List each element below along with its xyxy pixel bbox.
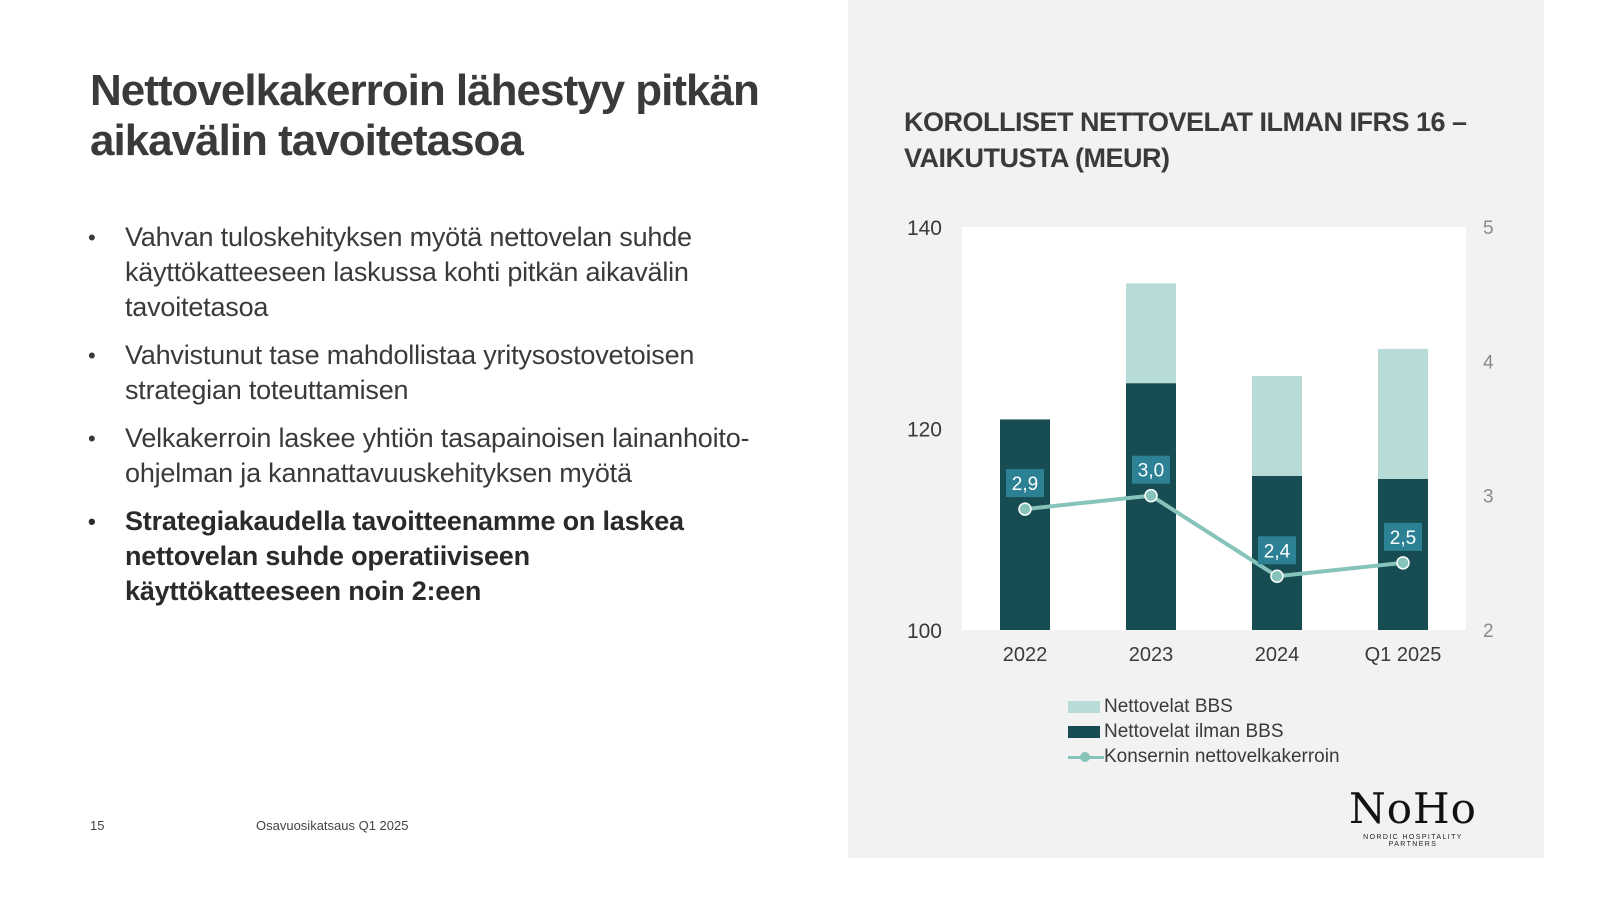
y2-tick-label: 3 xyxy=(1483,486,1494,508)
legend-swatch-bbs xyxy=(1068,701,1100,713)
logo-wordmark: NoHo xyxy=(1349,784,1477,833)
ratio-point xyxy=(1271,570,1283,582)
y2-tick-label: 4 xyxy=(1483,352,1494,374)
y2-tick-label: 5 xyxy=(1483,218,1494,239)
noho-logo xyxy=(1338,786,1488,848)
y-tick-label: 100 xyxy=(906,620,942,643)
bullet-text: Velkakerroin laskee yhtiön tasapainoisen lainanhoito-ohjelman ja kannattavuuskehityksen myötä xyxy=(125,423,750,488)
bar-bbs xyxy=(1126,283,1176,383)
bullet-dot: • xyxy=(88,426,96,451)
y2-tick-label: 2 xyxy=(1483,621,1494,642)
legend-item-bbs xyxy=(1068,694,1340,719)
legend-swatch-non-bbs xyxy=(1068,726,1100,738)
ratio-data-label: 2,9 xyxy=(1011,474,1039,496)
chart-legend xyxy=(1068,694,1340,769)
slide-title: Nettovelkakerroin lähestyy pitkän aikavälin tavoitetasoa xyxy=(90,66,759,165)
y-tick-label: 140 xyxy=(906,217,942,240)
ratio-data-label: 2,5 xyxy=(1389,527,1417,549)
x-tick-label: 2023 xyxy=(1128,644,1174,666)
x-tick-label: 2022 xyxy=(1002,644,1048,666)
legend-label-ratio: Konsernin nettovelkakerroin xyxy=(1104,745,1340,767)
bullet-dot: • xyxy=(88,343,96,368)
legend-swatch-ratio xyxy=(1068,751,1104,763)
chart-title: KOROLLISET NETTOVELAT ILMAN IFRS 16 –VAIKUTUSTA (MEUR) xyxy=(904,107,1467,173)
ratio-point xyxy=(1145,490,1157,502)
debt-chart xyxy=(848,200,1544,680)
bullet-item xyxy=(88,220,808,325)
ratio-point xyxy=(1397,557,1409,569)
bullet-dot: • xyxy=(88,509,96,534)
bullet-text: Vahvan tuloskehityksen myötä nettovelan suhde käyttökatteeseen laskussa kohti pitkän aikavälin tavoitetasoa xyxy=(125,222,692,322)
bullet-dot: • xyxy=(88,225,96,250)
x-tick-label: Q1 2025 xyxy=(1364,644,1442,666)
page-number: 15 xyxy=(90,818,105,833)
ratio-point xyxy=(1019,503,1031,515)
footer-title: Osavuosikatsaus Q1 2025 xyxy=(256,818,409,833)
bullet-item xyxy=(88,421,808,491)
ratio-data-label: 3,0 xyxy=(1137,460,1165,482)
legend-item-non-bbs xyxy=(1068,719,1340,744)
bar-bbs xyxy=(1252,376,1302,476)
x-tick-label: 2024 xyxy=(1254,644,1300,666)
legend-item-ratio xyxy=(1068,744,1340,769)
legend-label-bbs: Nettovelat BBS xyxy=(1104,695,1233,717)
logo-tagline: NORDIC HOSPITALITY PARTNERS xyxy=(1363,834,1463,848)
bullet-text: Vahvistunut tase mahdollistaa yritysostovetoisen strategian toteuttamisen xyxy=(125,340,695,405)
legend-label-non-bbs: Nettovelat ilman BBS xyxy=(1104,720,1284,742)
bar-non-bbs xyxy=(1378,479,1428,630)
bar-non-bbs xyxy=(1000,419,1050,630)
bullet-list xyxy=(88,220,808,622)
ratio-data-label: 2,4 xyxy=(1263,541,1291,563)
bullet-text: Strategiakaudella tavoitteenamme on laskea nettovelan suhde operatiiviseen käyttökatteeseen noin 2:een xyxy=(125,506,684,606)
bullet-item-emphasis xyxy=(88,504,715,609)
y-tick-label: 120 xyxy=(906,418,942,442)
bar-bbs xyxy=(1378,349,1428,479)
bullet-item xyxy=(88,338,808,408)
